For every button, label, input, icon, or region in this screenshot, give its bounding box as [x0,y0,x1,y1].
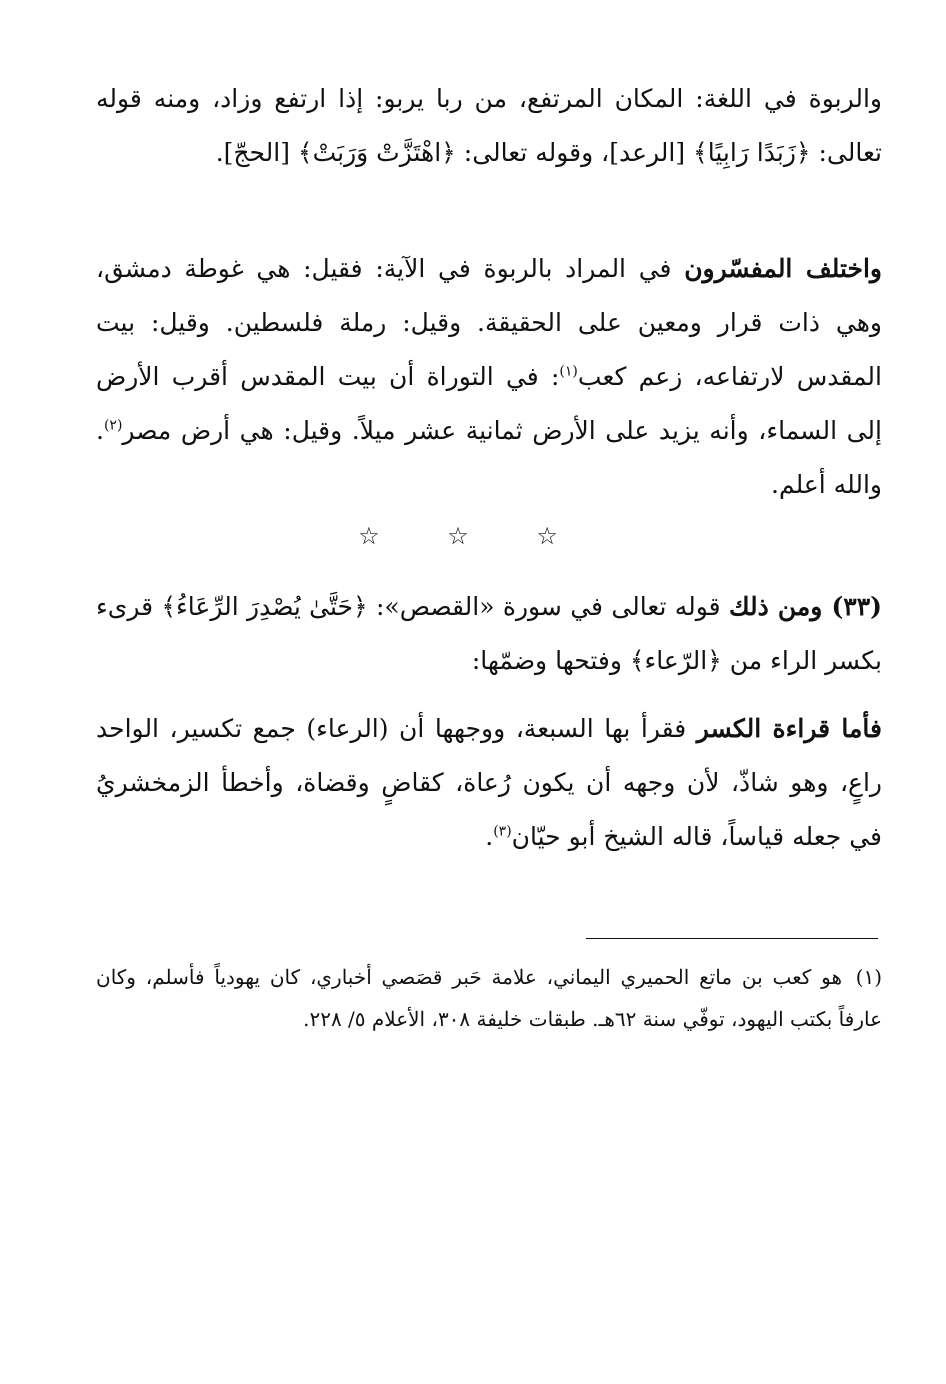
paragraph-text-continued: : في التوراة أن بيت المقدس أقرب الأرض إلى السماء، وأنه يزيد على الأرض ثمانية عشر ميلاً. وقيل: هي أرض مصر [96,362,882,445]
paragraph-text: في المراد بالربوة في الآية: فقيل: هي غوطة دمشق، وهي ذات قرار ومعين على الحقيقة. وقيل: رملة فلسطين. وقيل: بيت المقدس لارتفاعه، زعم كعب [96,254,882,391]
paragraph-end: . والله أعلم. [96,416,882,499]
footnote-number: (١) [855,965,882,989]
paragraph-lead: واختلف المفسّرون [684,254,882,283]
paragraph-end: . [485,822,494,851]
paragraph-text: فقرأ بها السبعة، ووجهها أن (الرعاء) جمع تكسير، الواحد راعٍ، وهو شاذّ، لأن وجهه أن يكون رُعاة، كقاضٍ وقضاة، وأخطأ الزمخشريُ في جعله قياساً، قاله الشيخ أبو حيّان [96,714,882,851]
footnote-ref-3[interactable]: (٣) [493,823,512,840]
footnote-text: هو كعب بن ماتع الحميري اليماني، علامة حَبر قصَصي أخباري، كان يهودياً فأسلم، وكان عارفاً بكتب اليهود، توفّي سنة ٦٢هـ. طبقات خليفة ٣٠٨، الأعلام ٥/ ٢٢٨. [96,965,882,1031]
paragraph-ruba-definition [96,72,882,180]
paragraph-item-33 [96,580,882,688]
paragraph-text: والربوة في اللغة: المكان المرتفع، من ربا يربو: إذا ارتفع وزاد، ومنه قوله تعالى: ﴿زَبَدًا رَابِيًا﴾ [الرعد]، وقوله تعالى: ﴿اهْتَزَّتْ وَرَبَتْ﴾ [الحجّ]. [96,84,882,167]
paragraph-text: قوله تعالى في سورة «القصص»: ﴿حَتَّىٰ يُصْدِرَ الرِّعَاءُ﴾ قرىء بكسر الراء من ﴿الرّعاء﴾ وفتحها وضمّها: [96,592,882,675]
footnote-1 [96,956,882,1068]
paragraph-lead: فأما قراءة الكسر [696,714,882,743]
footnote-ref-1[interactable]: (١) [559,363,578,380]
item-number: (٣٣) [831,592,882,621]
paragraph-kasr-reading [96,702,882,864]
footnote-divider [586,938,878,939]
footnote-ref-2[interactable]: (٢) [103,417,123,434]
paragraph-mufassirun-disagreement [96,242,882,512]
section-separator-stars: ☆ ☆ ☆ [358,522,588,550]
paragraph-lead: ومن ذلك [728,592,832,621]
